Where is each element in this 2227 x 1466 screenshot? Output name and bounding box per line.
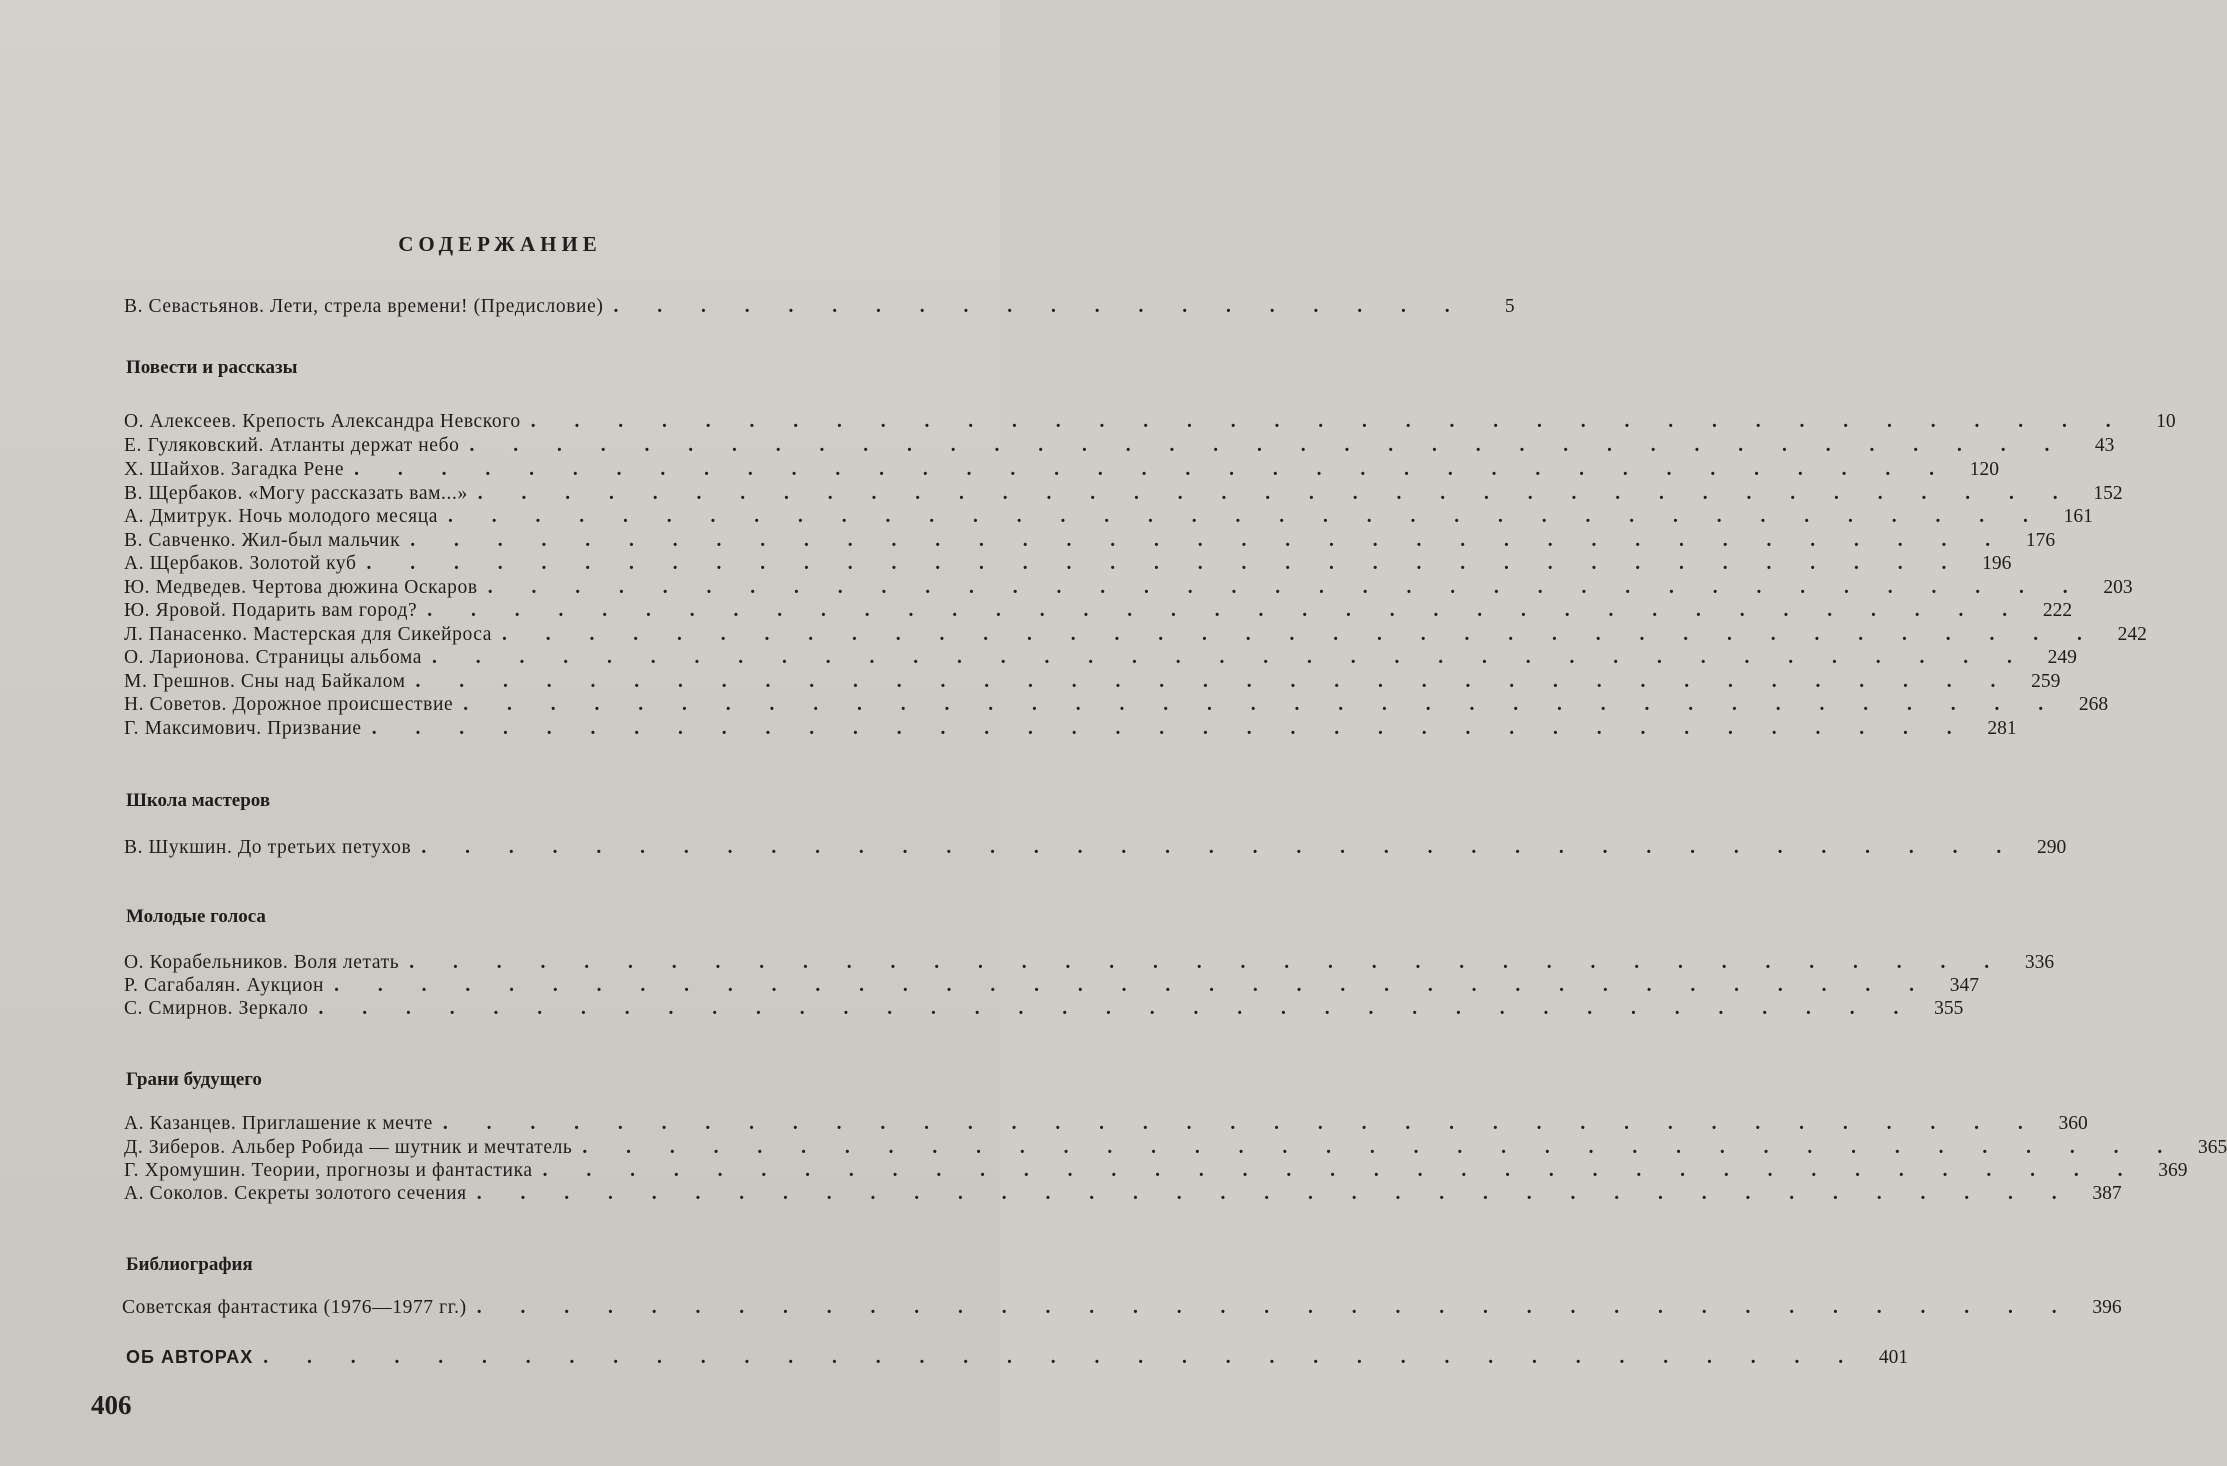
section-heading: Молодые голоса xyxy=(126,906,266,927)
entry-page: 268 xyxy=(2078,694,2109,715)
entry-text: Л. Панасенко. Мастерская для Сикейроса xyxy=(124,624,493,645)
toc-entry-about-authors xyxy=(126,1345,1909,1369)
toc-entry xyxy=(122,1296,2122,1320)
toc-entry xyxy=(124,434,2115,458)
toc-entry xyxy=(124,997,1964,1021)
dot-leader: . . . . . . . . . . . . . . . . . . . . . . . . . . . . . . . . . . . . . xyxy=(427,600,2025,621)
toc-entry xyxy=(124,505,2093,529)
dot-leader: . . . . . . . . . . . . . . . . . . . . . . . . . . . . . . . . . . . . . xyxy=(432,647,2029,668)
dot-leader: . . . . . . . . . . . . . . . . . . . . . . . . . . . . . . . . . . . . . xyxy=(421,837,2019,858)
dot-leader: . . . . . . . . . . . . . . . . . . . . . . . . . . . . . . . . . . . . . xyxy=(263,1347,1861,1368)
toc-entry xyxy=(124,623,2147,647)
entry-text: Е. Гуляковский. Атланты держат небо xyxy=(124,435,460,456)
toc-entry xyxy=(124,1136,2227,1160)
toc-entry xyxy=(124,482,2123,506)
toc-entry xyxy=(124,552,2012,576)
entry-page: 10 xyxy=(2156,411,2176,432)
toc-entry xyxy=(124,576,2133,600)
entry-text: Г. Хромушин. Теории, прогнозы и фантастика xyxy=(124,1160,533,1181)
entry-text: Ю. Медведев. Чертова дюжина Оскаров xyxy=(124,577,478,598)
dot-leader: . . . . . . . . . . . . . . . . . . . . . . . . . . . . . . . . . . . . . xyxy=(318,998,1916,1019)
entry-text: В. Савченко. Жил-был мальчик xyxy=(124,530,401,551)
entry-page: 281 xyxy=(1987,718,2017,739)
entry-page: 336 xyxy=(2024,952,2055,973)
toc-entry xyxy=(124,529,2056,553)
toc-entry xyxy=(124,693,2109,717)
entry-text: В. Щербаков. «Могу рассказать вам...» xyxy=(124,483,468,504)
entry-text: М. Грешнов. Сны над Байкалом xyxy=(124,671,406,692)
dot-leader: . . . . . . . . . . . . . . . . . . . . . . . . . . . . . . . . . . . . . xyxy=(582,1137,2180,1158)
dot-leader: . . . . . . . . . . . . . . . . . . . . . . . . . . . . . . . . . . . . . xyxy=(530,411,2128,432)
entry-text: Г. Максимович. Призвание xyxy=(124,718,362,739)
entry-text: Ю. Яровой. Подарить вам город? xyxy=(124,600,418,621)
dot-leader: . . . . . . . . . . . . . . . . . . . . . . . . . . . . . . . . . . . . . xyxy=(476,1183,2074,1204)
entry-page: 249 xyxy=(2047,647,2077,668)
page-title: СОДЕРЖАНИЕ xyxy=(398,232,602,256)
entry-page: 387 xyxy=(2092,1183,2122,1204)
entry-page: 120 xyxy=(1969,459,2000,480)
entry-page: 290 xyxy=(2036,837,2067,858)
toc-entry xyxy=(124,410,2176,434)
dot-leader: . . . . . . . . . . . . . . . . . . . . . . . . . . . . . . . . . . . . . xyxy=(476,1297,2074,1318)
entry-text: О. Корабельников. Воля летать xyxy=(124,952,400,973)
entry-text: А. Соколов. Секреты золотого сечения xyxy=(124,1183,467,1204)
entry-page: 152 xyxy=(2093,483,2123,504)
section-heading: Школа мастеров xyxy=(126,790,271,811)
entry-text: В. Севастьянов. Лети, стрела времени! (Предисловие) xyxy=(124,296,604,317)
entry-text: Р. Сагабалян. Аукцион xyxy=(124,975,325,996)
page-number: 406 xyxy=(91,1390,132,1420)
entry-text: Н. Советов. Дорожное происшествие xyxy=(124,694,454,715)
entry-text: Советская фантастика (1976—1977 гг.) xyxy=(122,1297,467,1318)
entry-text: Х. Шайхов. Загадка Рене xyxy=(124,459,345,480)
entry-page: 259 xyxy=(2031,671,2061,692)
toc-entry-preface xyxy=(124,295,1515,319)
entry-page: 5 xyxy=(1504,296,1515,317)
section-heading: Грани будущего xyxy=(126,1069,262,1090)
entry-text: Д. Зиберов. Альбер Робида — шутник и мечтатель xyxy=(124,1137,573,1158)
dot-leader: . . . . . . . . . . . . . . . . . . . . . . . . . . . . . . . . . . . . . xyxy=(487,577,2085,598)
entry-text: В. Шукшин. До третьих петухов xyxy=(124,837,412,858)
dot-leader: . . . . . . . . . . . . . . . . . . . . . . . . . . . . . . . . . . . . . xyxy=(334,975,1931,996)
entry-page: 161 xyxy=(2063,506,2093,527)
dot-leader: . . . . . . . . . . . . . . . . . . . . . . . . . . . . . . . . . . . . . xyxy=(502,624,2099,645)
toc-entry xyxy=(124,1159,2188,1183)
entry-page: 43 xyxy=(2094,435,2115,456)
toc-entry xyxy=(124,458,2000,482)
section-heading: Библиография xyxy=(126,1254,253,1275)
toc-entry xyxy=(124,951,2055,975)
entry-text: О. Ларионова. Страницы альбома xyxy=(124,647,422,668)
entry-page: 401 xyxy=(1878,1347,1909,1368)
toc-entry xyxy=(124,670,2061,694)
toc-entry xyxy=(124,974,1979,998)
entry-text: С. Смирнов. Зеркало xyxy=(124,998,309,1019)
entry-text: О. Алексеев. Крепость Александра Невского xyxy=(124,411,521,432)
dot-leader: . . . . . . . . . . . . . . . . . . . . . . . . . . . . . . . . . . . . . xyxy=(477,483,2075,504)
dot-leader: . . . . . . . . . . . . . . . . . . . . . . . . . . . . . . . . . . . . . xyxy=(442,1113,2040,1134)
entry-page: 360 xyxy=(2058,1113,2088,1134)
dot-leader: . . . . . . . . . . . . . . . . . . . . . . . . . . . . . . . . . . . . . xyxy=(354,459,1952,480)
entry-page: 176 xyxy=(2025,530,2056,551)
toc-entry xyxy=(124,1182,2122,1206)
toc-entry xyxy=(124,1112,2088,1136)
entry-text: ОБ АВТОРАХ xyxy=(126,1347,254,1367)
dot-leader: . . . . . . . . . . . . . . . . . . . . . . . . . . . . . . . . . . . . . xyxy=(542,1160,2140,1181)
dot-leader: . . . . . . . . . . . . . . . . . . . . . . . . . . . . . . . . . . . . . xyxy=(410,530,2008,551)
section-heading: Повести и рассказы xyxy=(126,357,298,378)
entry-page: 347 xyxy=(1949,975,1979,996)
dot-leader: . . . . . . . . . . . . . . . . . . . . . . . . . . . . . . . . . . . . . xyxy=(463,694,2061,715)
toc-entry xyxy=(124,599,2073,623)
dot-leader: . . . . . . . . . . . . . . . . . . . . . . . . . . . . . . . . . . . . . xyxy=(415,671,2013,692)
entry-page: 196 xyxy=(1982,553,2012,574)
entry-page: 369 xyxy=(2158,1160,2188,1181)
entry-page: 355 xyxy=(1934,998,1964,1019)
entry-text: А. Щербаков. Золотой куб xyxy=(124,553,357,574)
entry-page: 203 xyxy=(2103,577,2133,598)
toc-entry xyxy=(124,717,2017,741)
dot-leader: . . . . . . . . . . . . . . . . . . . . . . . . . . . . . . . . . . . . . xyxy=(371,718,1969,739)
entry-page: 222 xyxy=(2042,600,2073,621)
entry-page: 242 xyxy=(2117,624,2147,645)
toc-entry xyxy=(124,646,2077,670)
entry-text: А. Казанцев. Приглашение к мечте xyxy=(124,1113,433,1134)
entry-page: 396 xyxy=(2092,1297,2122,1318)
entry-text: А. Дмитрук. Ночь молодого месяца xyxy=(124,506,438,527)
dot-leader: . . . . . . . . . . . . . . . . . . . . xyxy=(613,296,1467,317)
dot-leader: . . . . . . . . . . . . . . . . . . . . . . . . . . . . . . . . . . . . . xyxy=(469,435,2067,456)
dot-leader: . . . . . . . . . . . . . . . . . . . . . . . . . . . . . . . . . . . . . xyxy=(409,952,2007,973)
dot-leader: . . . . . . . . . . . . . . . . . . . . . . . . . . . . . . . . . . . . . xyxy=(448,506,2045,527)
dot-leader: . . . . . . . . . . . . . . . . . . . . . . . . . . . . . . . . . . . . . xyxy=(366,553,1964,574)
entry-page: 365 xyxy=(2198,1137,2227,1158)
toc-entry xyxy=(124,836,2067,860)
